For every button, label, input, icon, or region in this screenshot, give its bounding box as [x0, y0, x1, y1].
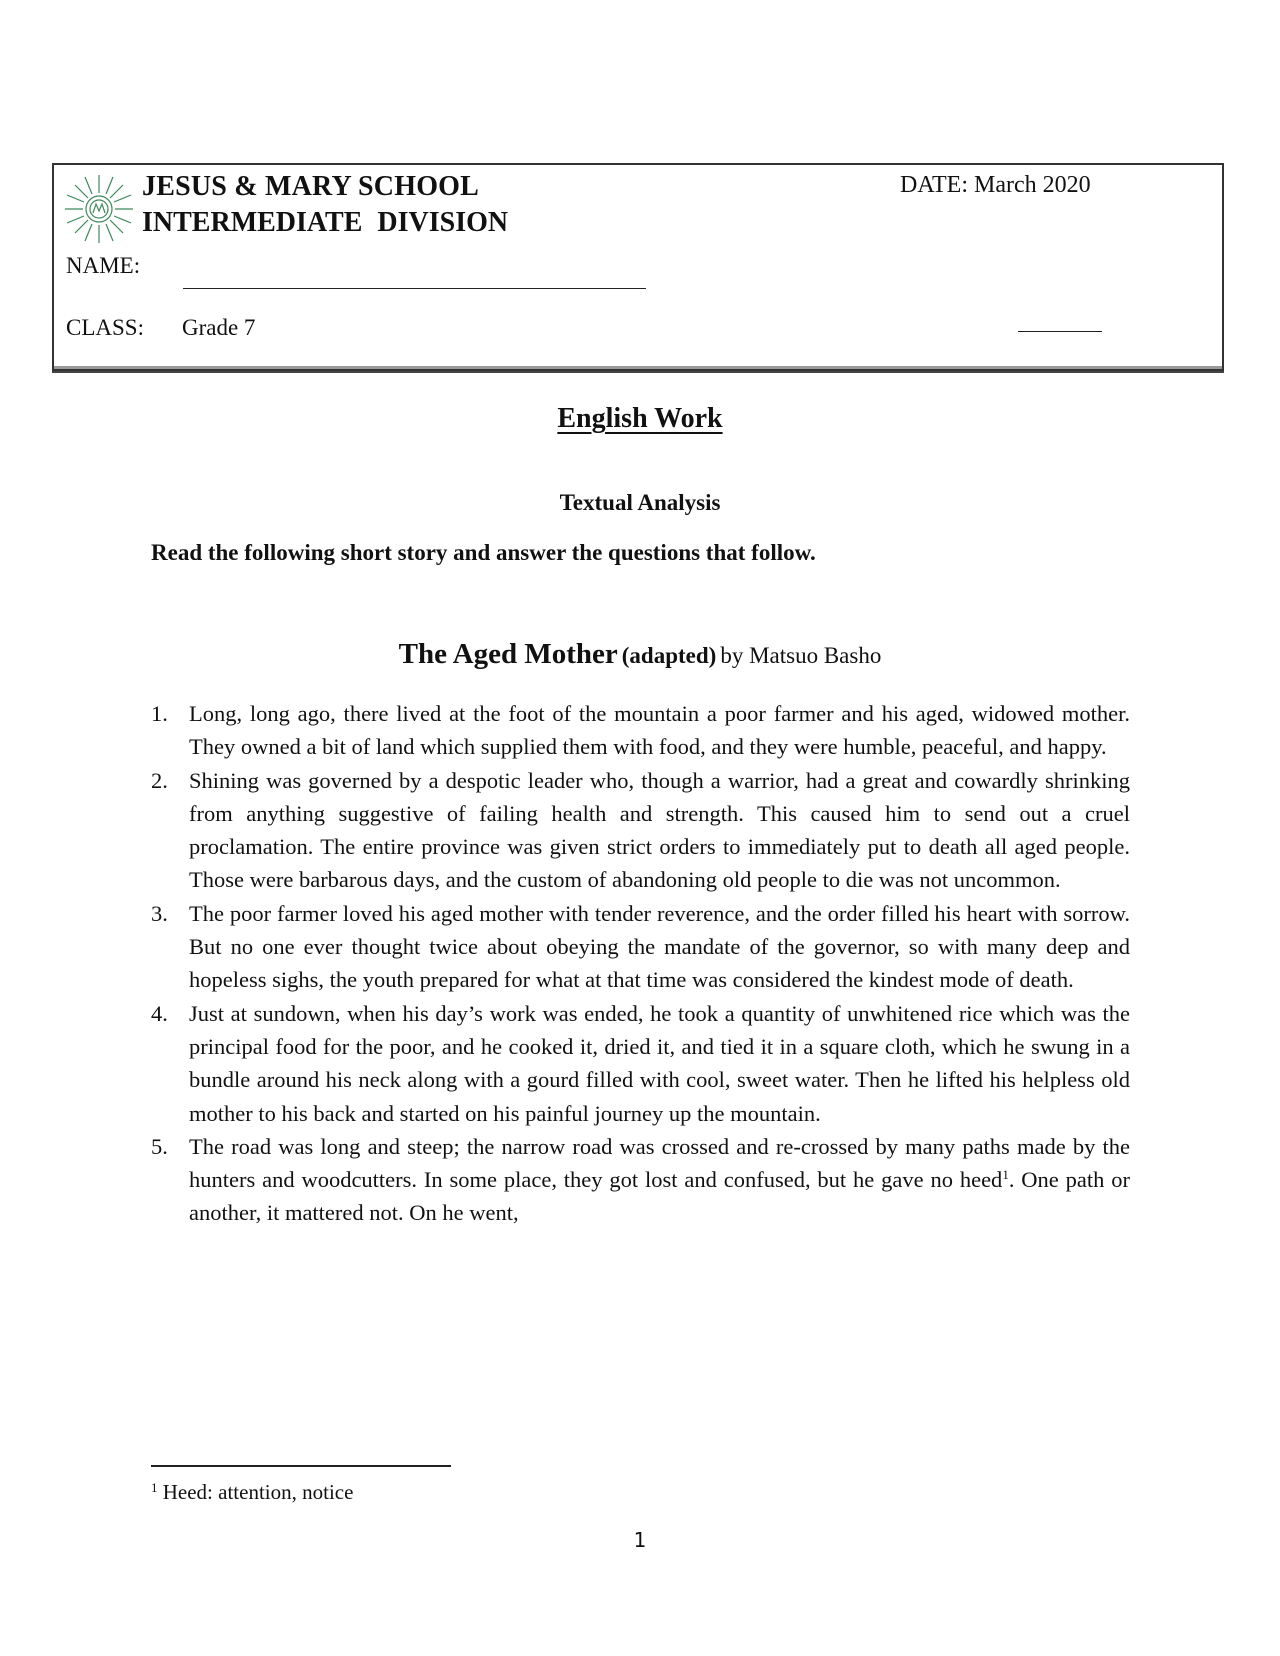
list-item — [140, 1130, 1130, 1230]
story-adapted: (adapted) — [621, 643, 717, 668]
item-number: 2. — [151, 767, 168, 793]
division-name: INTERMEDIATE DIVISION — [142, 207, 509, 238]
header-box — [52, 163, 1224, 371]
school-name: JESUS & MARY SCHOOL — [142, 171, 480, 202]
story-byline: by Matsuo Basho — [720, 643, 882, 668]
paragraph-text: The poor farmer loved his aged mother with tender reverence, and the order filled his heart with sorrow. But no one ever thought twice about obeying the mandate of the governor, so with many deep and hopeless sighs, the youth prepared for what at that time was considered the kindest mode of death. — [189, 900, 1130, 993]
school-crest-icon — [63, 173, 135, 245]
list-item — [140, 697, 1130, 764]
date: DATE: March 2020 — [900, 172, 1091, 198]
paragraph-text: The road was long and steep; the narrow road was crossed and re-crossed by many paths made by the hunters and woodcutters. In some place, they got lost and confused, but he gave no heed — [189, 1133, 1130, 1193]
paragraph-text: Shining was governed by a despotic leader who, though a warrior, had a great and cowardly shrinking from anything suggestive of failing health and strength. This caused him to send out a cruel proclamation. The entire province was given strict orders to immediately put to death all aged people. Those were barbarous days, and the custom of abandoning old people to die was not uncommon. — [189, 767, 1130, 893]
story-paragraphs — [140, 697, 1130, 1230]
blank-line — [1018, 331, 1102, 332]
item-number: 1. — [151, 701, 168, 726]
instruction: Read the following short story and answer the questions that follow. — [151, 540, 816, 565]
footnote-number: 1 — [151, 1480, 158, 1495]
list-item — [140, 897, 1130, 997]
story-title-main: The Aged Mother — [398, 638, 618, 670]
page-number: 1 — [633, 1528, 647, 1552]
page-title — [0, 403, 1280, 435]
footnote-reference[interactable]: 1 — [1002, 1167, 1009, 1183]
list-item — [140, 997, 1130, 1130]
story-title — [0, 638, 1280, 671]
paragraph-text: Just at sundown, when his day’s work was ended, he took a quantity of unwhitened rice which was the principal food for the poor, and he cooked it, dried it, and tied it in a square cloth, which he swung in a bundle around his neck along with a gourd filled with cool, sweet water. Then he lifted his helpless old mother to his back and started on his painful journey up the mountain. — [189, 1000, 1130, 1126]
name-label: NAME: — [66, 253, 141, 278]
class-value: Grade 7 — [182, 315, 256, 340]
item-number: 5. — [151, 1133, 168, 1159]
item-number: 3. — [151, 900, 168, 926]
name-blank-line[interactable] — [183, 288, 646, 289]
page-title-text: English Work — [557, 403, 723, 434]
footnote-divider — [151, 1465, 451, 1467]
paragraph-text-continued: . One path or another, it mattered not. On he went, — [189, 1167, 1130, 1226]
paragraph-text: Long, long ago, there lived at the foot of the mountain a poor farmer and his aged, widowed mother. They owned a bit of land which supplied them with food, and they were humble, peaceful, and happy. — [189, 701, 1130, 760]
list-item — [140, 764, 1130, 897]
footnote — [151, 1480, 353, 1505]
section-title: Textual Analysis — [559, 490, 721, 515]
class-label: CLASS: — [66, 315, 144, 340]
footnote-text: Heed: attention, notice — [162, 1480, 354, 1504]
item-number: 4. — [151, 1000, 168, 1026]
